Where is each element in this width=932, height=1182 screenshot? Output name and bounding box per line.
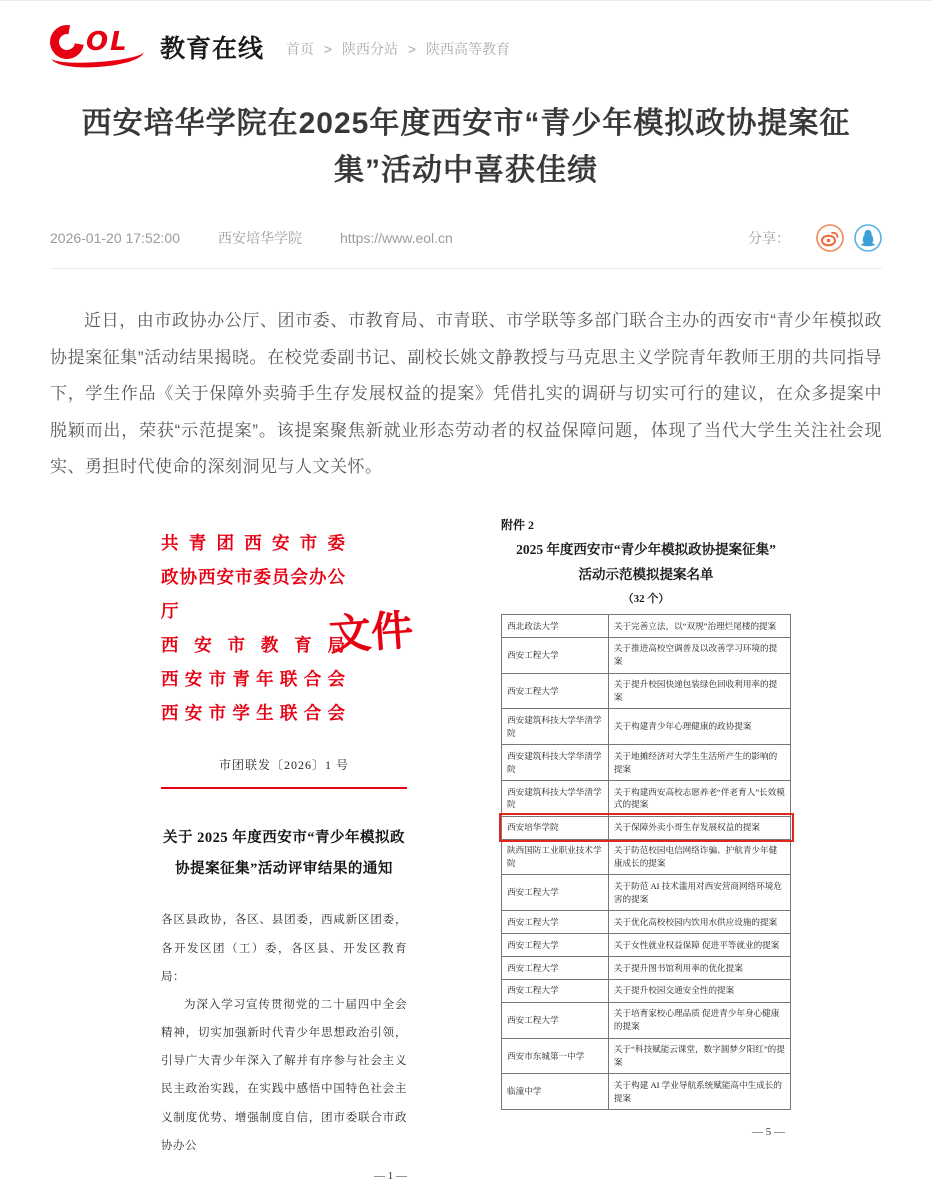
qq-share-icon[interactable]: [854, 224, 882, 252]
table-row: [502, 816, 791, 839]
document-number: 市团联发〔2026〕1 号: [218, 758, 349, 773]
school-cell: 西安建筑科技大学华清学院: [502, 745, 609, 781]
issuer-line: 共青团西安市委: [161, 532, 345, 553]
issuer-line: 政协西安市委员会办公厅: [161, 566, 345, 621]
proposal-cell: 关于提升校园快递包装绿色回收利用率的提案: [608, 673, 790, 709]
table-row: [502, 1038, 791, 1074]
proposal-cell: 关于培育家校心理品质 促进青少年身心健康的提案: [608, 1002, 790, 1038]
weibo-share-icon[interactable]: [816, 224, 844, 252]
notice-body: 为深入学习宣传贯彻党的二十届四中全会精神，切实加强新时代青少年思想政治引领，引导广大青少年深入了解并有序参与社会主义民主政治实践，在实践中感悟中国特色社会主义制度优势、增强制度自信，团市委联合市政协办公: [161, 998, 407, 1152]
article-images-row: [50, 506, 882, 1182]
table-row: [502, 745, 791, 781]
document-stamp-wenjian: 文件: [327, 607, 415, 660]
issuer-line: 西安市教育局: [161, 635, 345, 656]
school-cell: 西安工程大学: [502, 875, 609, 911]
school-cell: 西安工程大学: [502, 979, 609, 1002]
table-row: [502, 637, 791, 673]
attachment-list-image: [489, 506, 801, 1182]
attachment-label: 附件 2: [501, 517, 535, 532]
school-cell: 西安建筑科技大学华清学院: [502, 781, 609, 817]
attachment-title-line2: 活动示范模拟提案名单: [578, 567, 714, 583]
table-row: [502, 615, 791, 638]
breadcrumb-home[interactable]: 首页: [286, 41, 315, 57]
proposal-cell: 关于防范校园电信网络诈骗、护航青少年健康成长的提案: [608, 839, 790, 875]
school-cell: 西安工程大学: [502, 957, 609, 980]
table-row: [502, 839, 791, 875]
page-marker-right: — 5 —: [752, 1126, 785, 1139]
official-document-image: [131, 506, 433, 1182]
proposal-cell: 关于优化高校校园内饮用水供应设施的提案: [608, 911, 790, 934]
proposal-cell: 关于构建西安高校志愿养老“伴老育人”长效模式的提案: [608, 781, 790, 817]
proposal-cell: 关于地摊经济对大学生生活所产生的影响的提案: [608, 745, 790, 781]
proposal-cell: 关于推进高校空调普及以改善学习环境的提案: [608, 637, 790, 673]
table-row: [502, 979, 791, 1002]
breadcrumb-shaanxi-branch[interactable]: 陕西分站: [341, 41, 398, 57]
school-cell: 西安工程大学: [502, 1002, 609, 1038]
proposal-table-body: [502, 615, 791, 1110]
notice-salutation: 各区县政协，各区、县团委，西咸新区团委，各开发区团（工）委，各区县、开发区教育局：: [161, 914, 407, 983]
breadcrumb-separator: >: [323, 41, 333, 57]
school-cell: 西北政法大学: [502, 615, 609, 638]
site-name[interactable]: 教育在线: [160, 35, 265, 63]
school-cell: 西安建筑科技大学华清学院: [502, 709, 609, 745]
article-source: 西安培华学院: [218, 230, 302, 246]
table-row: [502, 875, 791, 911]
table-row: [502, 673, 791, 709]
proposal-cell: 关于完善立法，以“双规”治理烂尾楼的提案: [608, 615, 790, 638]
table-row: [502, 911, 791, 934]
proposal-cell: 关于构建青少年心理健康的政协提案: [608, 709, 790, 745]
proposal-count: （32 个）: [622, 593, 670, 606]
publish-datetime: 2026-01-20 17:52:00: [50, 230, 180, 246]
issuer-line: 西安市学生联合会: [161, 703, 345, 724]
proposal-cell: 关于提升图书馆利用率的优化提案: [608, 957, 790, 980]
attachment-title-line1: 2025 年度西安市“青少年模拟政协提案征集”: [516, 541, 776, 557]
table-row: [502, 957, 791, 980]
breadcrumb: [286, 31, 510, 59]
school-cell: 西安培华学院: [502, 816, 609, 839]
page-title: 西安培华学院在2025年度西安市“青少年模拟政协提案征集”活动中喜获佳绩: [81, 107, 851, 187]
school-cell: 陕西国防工业职业技术学院: [502, 839, 609, 875]
site-header: [50, 1, 882, 65]
table-row: [502, 1074, 791, 1110]
school-cell: 临潼中学: [502, 1074, 609, 1110]
red-divider: [161, 787, 407, 789]
proposal-cell: 关于保障外卖小哥生存发展权益的提案: [608, 816, 790, 839]
table-row: [502, 934, 791, 957]
eol-logo-icon: OL: [50, 25, 146, 65]
article-meta: [50, 224, 882, 269]
document-red-header: [161, 526, 415, 731]
table-row: [502, 709, 791, 745]
source-url[interactable]: https://www.eol.cn: [340, 230, 453, 246]
table-row: [502, 1002, 791, 1038]
proposal-table: [501, 614, 791, 1110]
breadcrumb-separator: >: [407, 41, 417, 57]
article-body-paragraph: 近日，由市政协办公厅、团市委、市教育局、市青联、市学联等多部门联合主办的西安市“青少年模拟政协提案征集”活动结果揭晓。在校党委副书记、副校长姚文静教授与马克思主义学院青年教师王朋的共同指导下，学生作品《关于保障外卖骑手生存发展权益的提案》凭借扎实的调研与切实可行的建议，在众多提案中脱颖而出，荣获“示范提案”。该提案聚焦新就业形态劳动者的权益保障问题，体现了当代大学生关注社会现实、勇担时代使命的深刻洞见与人文关怀。: [50, 311, 882, 477]
table-row: [502, 781, 791, 817]
share-label: 分享：: [748, 230, 790, 246]
proposal-cell: 关于防范 AI 技术滥用对西安营商网络环境危害的提案: [608, 875, 790, 911]
issuer-line: 西安市青年联合会: [161, 669, 345, 690]
school-cell: 西安工程大学: [502, 911, 609, 934]
page-marker-left: — 1 —: [374, 1169, 407, 1182]
notice-heading: 关于 2025 年度西安市“青少年模拟政协提案征集”活动评审结果的通知: [163, 830, 405, 877]
school-cell: 西安市东城第一中学: [502, 1038, 609, 1074]
proposal-cell: 关于构建 AI 学业导航系统赋能高中生成长的提案: [608, 1074, 790, 1110]
proposal-cell: 关于女性就业权益保障 促进平等就业的提案: [608, 934, 790, 957]
eol-logo[interactable]: [50, 25, 264, 65]
breadcrumb-shaanxi-higher-edu[interactable]: 陕西高等教育: [425, 41, 510, 57]
school-cell: 西安工程大学: [502, 934, 609, 957]
school-cell: 西安工程大学: [502, 673, 609, 709]
proposal-cell: 关于“科技赋能云课堂，数字圆梦夕阳红”的提案: [608, 1038, 790, 1074]
school-cell: 西安工程大学: [502, 637, 609, 673]
proposal-cell: 关于提升校园交通安全性的提案: [608, 979, 790, 1002]
attachment-title: [501, 537, 791, 588]
